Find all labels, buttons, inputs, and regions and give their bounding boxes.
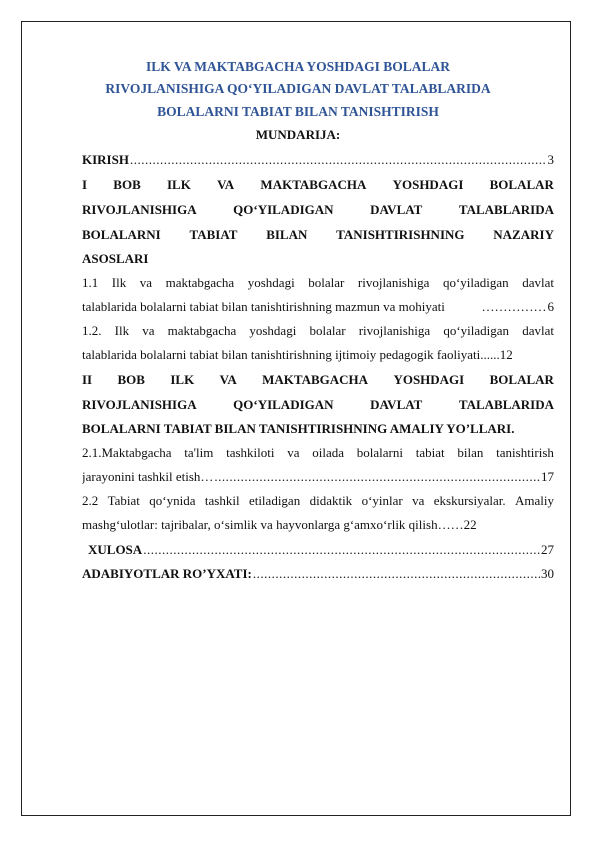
toc-word: II [82,372,93,387]
toc-word: YOSHDAGI [393,372,465,387]
toc-word: ekskursiyalar. [433,493,506,508]
toc-word: tashkiloti [226,445,275,460]
toc-word: 1.2. [82,323,102,338]
toc-section-2-1-line-1[interactable] [82,445,554,461]
toc-chapter-2-line-1[interactable] [82,372,554,388]
toc-word: BILAN [266,227,308,242]
toc-word: o‘yinlar [361,493,403,508]
toc-label: KIRISH [82,152,129,167]
toc-label: XULOSA [88,542,143,557]
toc-page: 27 [541,542,554,557]
toc-word: Tabiat [107,493,140,508]
toc-entry-kirish[interactable] [82,152,554,168]
toc-word: va [412,493,425,508]
toc-word: tashkil [204,493,240,508]
toc-word: yoshdagi [247,275,295,290]
toc-word: va [139,275,153,290]
toc-word: bilan [457,445,484,460]
toc-word: NAZARIY [493,227,554,242]
toc-word: Ilk [111,275,127,290]
toc-word: ILK [167,177,191,192]
leader-dots: …………… [481,299,547,314]
toc-word: va [142,323,155,338]
toc-word: MAKTABGACHA [260,177,367,192]
toc-word: tanishtirish [496,445,554,460]
toc-word: ILK [170,372,195,387]
toc-word: bolalarni [356,445,403,460]
toc-word: BOLALARNI [82,227,161,242]
toc-page: 12 [499,347,513,362]
toc-word: TABIAT [189,227,238,242]
leader-dots [214,469,540,485]
toc-section-2-1-line-2[interactable] [82,469,554,485]
toc-section-1-1-line-2[interactable] [82,299,554,315]
toc-word: rivojlanishiga [357,275,430,290]
toc-chapter-1-line-4: ASOSLARI [82,251,149,266]
toc-word: BOLALAR [489,177,554,192]
toc-word: 2.1.Maktabgacha [82,445,172,460]
toc-word: I [82,177,88,192]
toc-entry-xulosa[interactable] [88,542,554,558]
toc-chapter-1-line-2 [82,202,554,218]
toc-word: VA [219,372,237,387]
toc-word: davlat [522,275,554,290]
toc-word: didaktik [309,493,353,508]
toc-word: 2.2 [82,493,99,508]
toc-word: MAKTABGACHA [262,372,369,387]
toc-section-1-2-line-1[interactable] [82,323,554,339]
toc-word: TANISHTIRISHNING [336,227,465,242]
toc-page: 17 [541,469,554,484]
toc-word: RIVOJLANISHIGA [82,397,197,412]
toc-section-1-2-line-2[interactable] [82,347,554,363]
leader-dots [253,566,540,582]
toc-word: qo‘yiladigan [442,275,509,290]
toc-word: etiladigan [248,493,301,508]
toc-entry-adabiyotlar[interactable] [82,566,554,582]
toc-word: 1.1 [82,275,99,290]
toc-chapter-2-line-2 [82,397,554,413]
toc-word: bolalar [308,275,345,290]
toc-word: BOB [117,372,145,387]
toc-page: 6 [547,299,554,314]
toc-word: oilada [312,445,345,460]
toc-word: qo‘yiladigan [443,323,510,338]
toc-word: Amaliy [514,493,554,508]
toc-word: rivojlanishiga [358,323,431,338]
toc-section-2-2-line-2[interactable]: mashg‘ulotlar: tajribalar, o‘simlik va hayvonlarga g‘amxo‘rlik qilish……22 [82,517,477,532]
toc-word: QO‘YILADIGAN [233,397,334,412]
toc-word: Ilk [114,323,130,338]
doc-title-line-3: BOLALARNI TABIAT BILAN TANISHTIRISH [157,104,439,119]
doc-title-line-2: RIVOJLANISHIGA QO‘YILADIGAN DAVLAT TALABLARIDA [105,81,491,96]
doc-title-line-1: ILK VA MAKTABGACHA YOSHDAGI BOLALAR [145,59,451,74]
toc-section-2-2-line-1[interactable] [82,493,554,509]
toc-label: talablarida bolalarni tabiat bilan tanishtirishning ijtimoiy pedagogik faoliyati...... [82,347,500,362]
toc-word: QO‘YILADIGAN [233,202,334,217]
toc-heading: MUNDARIJA: [255,127,341,142]
toc-page: 3 [547,152,554,167]
toc-word: YOSHDAGI [392,177,464,192]
toc-page: 30 [541,566,554,581]
toc-label: talablarida bolalarni tabiat bilan tanishtirishning mazmun va mohiyati [82,299,445,314]
toc-label: jarayonini tashkil etish… [82,469,214,484]
toc-chapter-1-line-1[interactable] [82,177,554,193]
toc-word: maktabgacha [165,275,235,290]
toc-chapter-2-line-3: BOLALARNI TABIAT BILAN TANISHTIRISHNING AMALIY YO’LLARI. [82,421,515,436]
toc-word: maktabgacha [167,323,237,338]
leader-dots [130,152,547,168]
toc-section-1-1-line-1[interactable] [82,275,554,291]
toc-word: TALABLARIDA [458,202,554,217]
toc-word: qo‘ynida [149,493,196,508]
toc-word: DAVLAT [370,397,423,412]
toc-chapter-1-line-3 [82,227,554,243]
toc-word: RIVOJLANISHIGA [82,202,197,217]
toc-word: bolalar [309,323,346,338]
toc-word: DAVLAT [370,202,423,217]
toc-word: yoshdagi [249,323,297,338]
toc-word: davlat [522,323,554,338]
toc-label: ADABIYOTLAR RO’YXATI: [82,566,252,581]
toc-word: tabiat [415,445,445,460]
toc-word: BOB [113,177,141,192]
toc-word: BOLALAR [489,372,554,387]
toc-word: VA [217,177,235,192]
toc-word: va [287,445,300,460]
leader-dots [143,542,540,558]
toc-word: ta'lim [184,445,214,460]
toc-word: TALABLARIDA [458,397,554,412]
